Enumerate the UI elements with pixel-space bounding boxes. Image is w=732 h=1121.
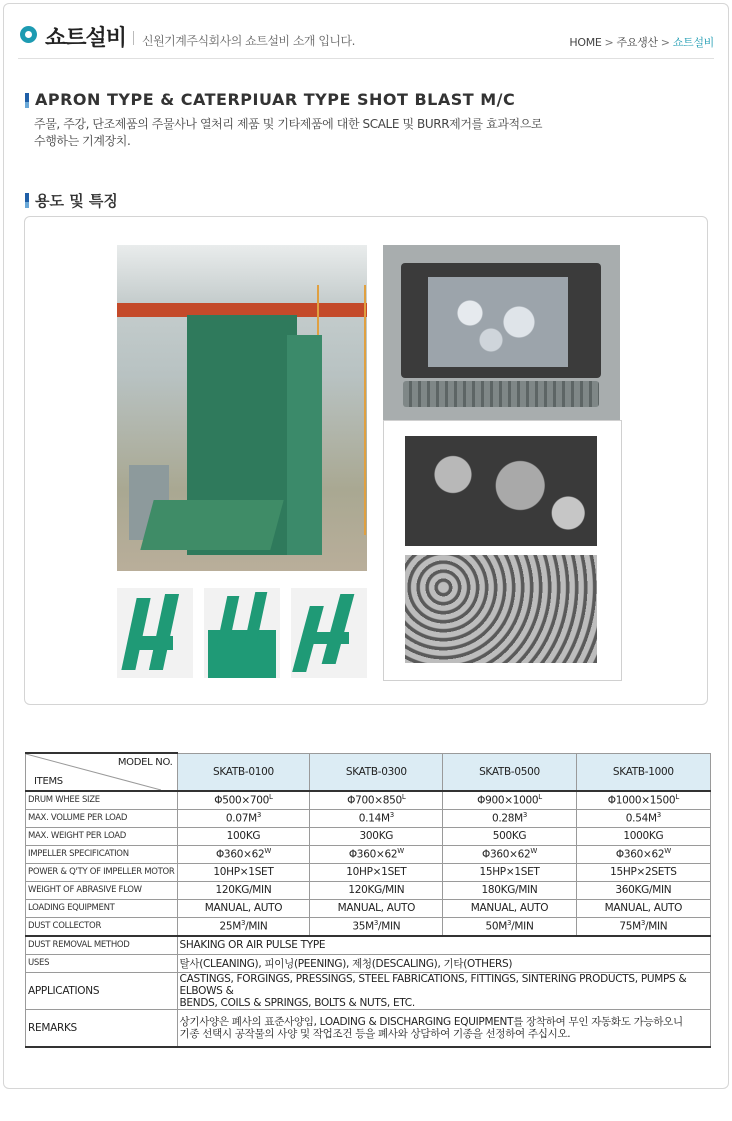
row-label: MAX. WEIGHT PER LOAD (26, 827, 178, 845)
table-row (26, 809, 711, 827)
table-row (26, 1009, 711, 1047)
rod-end-parts-photo (405, 555, 597, 663)
row-value: 10HP×1SET (310, 863, 443, 881)
title-bullet-icon (20, 26, 37, 43)
row-value: MANUAL, AUTO (576, 899, 710, 917)
row-value: $\Phi 1000\times 1500^L$ (576, 791, 710, 810)
row-value: $0.28M^3$ (443, 809, 576, 827)
row-value: SHAKING OR AIR PULSE TYPE (177, 936, 710, 955)
row-value: $75M^3$/MIN (576, 917, 710, 936)
row-label: LOADING EQUIPMENT (26, 899, 178, 917)
model-header: SKATB-1000 (576, 753, 710, 791)
forged-parts-photo (405, 436, 597, 546)
row-value (177, 972, 710, 1009)
row-value: 120KG/MIN (310, 881, 443, 899)
row-value: MANUAL, AUTO (443, 899, 576, 917)
row-label: DUST COLLECTOR (26, 917, 178, 936)
table-row (26, 845, 711, 863)
row-value (177, 1009, 710, 1047)
table-corner-cell (26, 753, 178, 791)
apron-part-image-2 (204, 588, 280, 678)
row-value: $\Phi 500\times 700^L$ (177, 791, 310, 810)
table-row (26, 917, 711, 936)
apron-part-image-1 (117, 588, 193, 678)
row-value: 탈사(CLEANING), 피이닝(PEENING), 제청(DESCALING), 기타(OTHERS) (177, 954, 710, 972)
row-value: $\Phi 360\times 62^W$ (310, 845, 443, 863)
row-value: 15HP×2SETS (576, 863, 710, 881)
section-bar-icon (25, 93, 29, 108)
applications-line-2: BENDS, COILS & SPRINGS, BOLTS & NUTS, ETC. (179, 996, 415, 1009)
intro-line-1: 주물, 주강, 단조제품의 주물사나 열처리 제품 및 기타제품에 대한 SCALE 및 BURR제거를 효과적으로 (34, 117, 543, 131)
row-value: $35M^3$/MIN (310, 917, 443, 936)
title-divider (133, 31, 134, 45)
row-label: REMARKS (26, 1009, 178, 1047)
row-value: 100KG (177, 827, 310, 845)
table-row (26, 972, 711, 1009)
breadcrumb-home[interactable]: HOME (569, 36, 602, 49)
page-description: 신원기계주식회사의 쇼트설비 소개 입니다. (142, 34, 355, 48)
table-row (26, 936, 711, 955)
corner-items-label: ITEMS (34, 775, 63, 787)
intro-line-2: 수행하는 기계장치. (34, 134, 131, 148)
row-value: 300KG (310, 827, 443, 845)
model-header: SKATB-0500 (443, 753, 576, 791)
model-header: SKATB-0100 (177, 753, 310, 791)
breadcrumb (569, 34, 714, 50)
corner-model-label: MODEL NO. (117, 757, 173, 768)
row-label: POWER & Q'TY OF IMPELLER MOTOR (26, 863, 178, 881)
row-value: 500KG (443, 827, 576, 845)
row-label: DRUM WHEE SIZE (26, 791, 178, 810)
section-bar-icon (25, 193, 29, 208)
row-label: IMPELLER SPECIFICATION (26, 845, 178, 863)
row-value: 15HP×1SET (443, 863, 576, 881)
table-row (26, 954, 711, 972)
row-value: $\Phi 360\times 62^W$ (443, 845, 576, 863)
page-title: 쇼트설비 (45, 26, 127, 51)
spec-rows (26, 791, 711, 936)
table-row (26, 899, 711, 917)
row-label: APPLICATIONS (26, 972, 178, 1009)
row-value: $25M^3$/MIN (177, 917, 310, 936)
row-label: USES (26, 954, 178, 972)
table-row (26, 881, 711, 899)
drum-with-parts-photo (383, 245, 620, 420)
section-title-usage: 용도 및 특징 (35, 192, 118, 210)
row-value: $\Phi 900\times 1000^L$ (443, 791, 576, 810)
section-title-machine: APRON TYPE & CATERPIUAR TYPE SHOT BLAST M/C (35, 90, 516, 109)
row-value: $0.54M^3$ (576, 809, 710, 827)
row-value: MANUAL, AUTO (177, 899, 310, 917)
row-value: $0.07M^3$ (177, 809, 310, 827)
row-value: 120KG/MIN (177, 881, 310, 899)
factory-machine-photo (117, 245, 367, 571)
row-value: 180KG/MIN (443, 881, 576, 899)
row-label: DUST REMOVAL METHOD (26, 936, 178, 955)
remarks-line-2: 기종 선택시 공작물의 사양 및 작업조건 등을 폐사와 상담하여 기종을 선정하여 주십시오. (179, 1027, 571, 1040)
table-row (26, 791, 711, 810)
breadcrumb-current[interactable]: 쇼트설비 (672, 36, 714, 49)
remarks-line-1: 상기사양은 폐사의 표준사양임, LOADING & DISCHARGING EQUIPMENT를 장착하여 무인 자동화도 가능하오니 (179, 1015, 683, 1028)
chevron-right-icon: > (604, 36, 614, 49)
row-value: $\Phi 360\times 62^W$ (177, 845, 310, 863)
row-value: 360KG/MIN (576, 881, 710, 899)
table-row (26, 827, 711, 845)
intro-text (34, 116, 542, 150)
row-value: $\Phi 360\times 62^W$ (576, 845, 710, 863)
model-header: SKATB-0300 (310, 753, 443, 791)
apron-part-image-3 (291, 588, 367, 678)
spec-table (25, 752, 711, 1048)
applications-line-1: CASTINGS, FORGINGS, PRESSINGS, STEEL FABRICATIONS, FITTINGS, SINTERING PRODUCTS, PUMPS & ELBOWS & (179, 972, 687, 997)
page-header (18, 20, 714, 59)
table-header-row (26, 753, 711, 791)
row-label: WEIGHT OF ABRASIVE FLOW (26, 881, 178, 899)
row-label: MAX. VOLUME PER LOAD (26, 809, 178, 827)
breadcrumb-main-products[interactable]: 주요생산 (616, 36, 658, 49)
table-row (26, 863, 711, 881)
row-value: MANUAL, AUTO (310, 899, 443, 917)
row-value: $\Phi 700\times 850^L$ (310, 791, 443, 810)
row-value: $50M^3$/MIN (443, 917, 576, 936)
chevron-right-icon: > (660, 36, 670, 49)
row-value: 10HP×1SET (177, 863, 310, 881)
row-value: 1000KG (576, 827, 710, 845)
row-value: $0.14M^3$ (310, 809, 443, 827)
